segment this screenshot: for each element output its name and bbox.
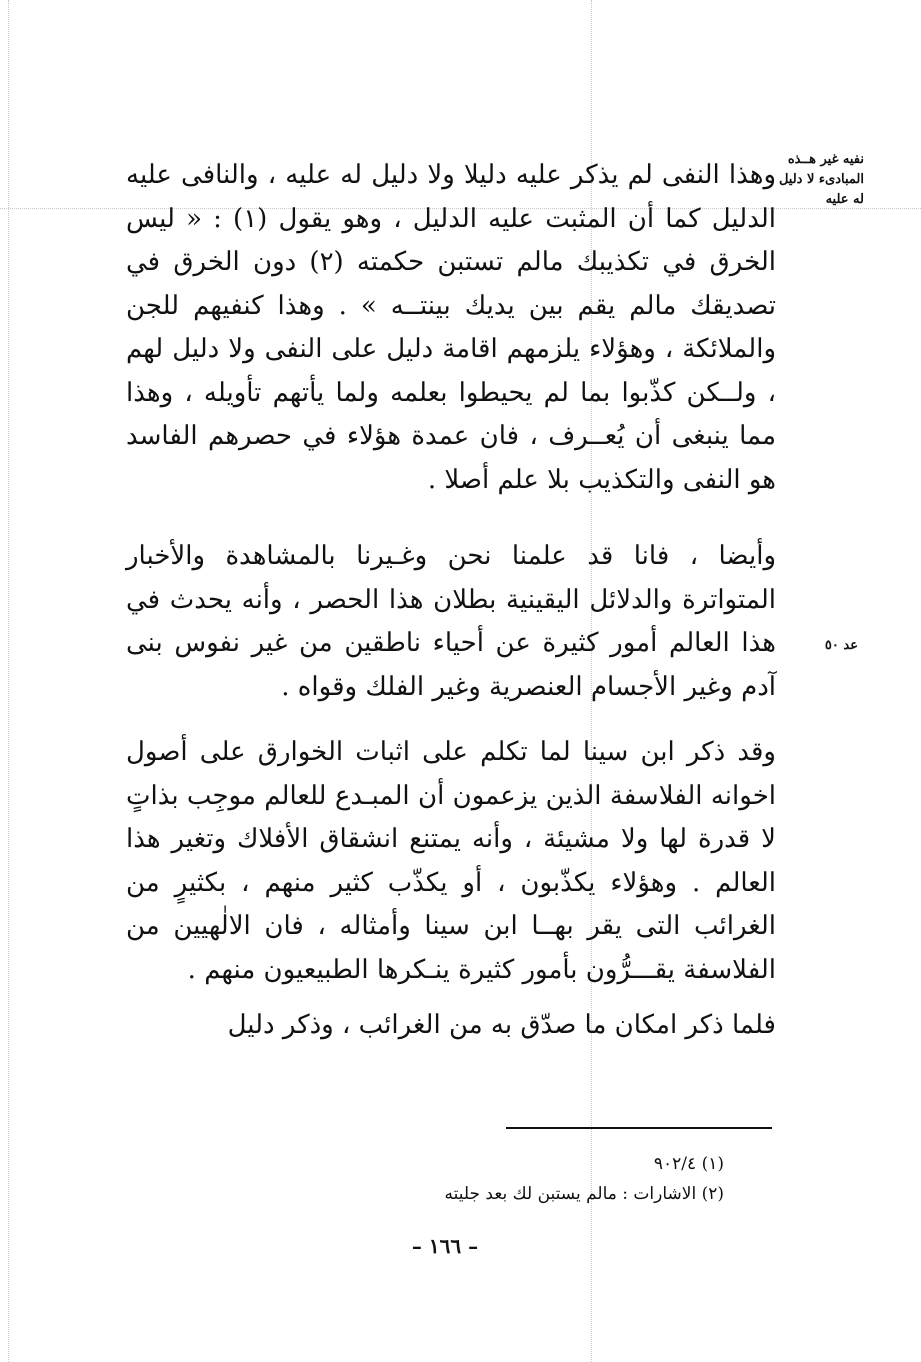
margin-note-line: المبادىء لا دليل: [778, 172, 864, 187]
page-number: – ١٦٦ –: [411, 1234, 479, 1258]
margin-note-line: له عليه: [825, 192, 864, 207]
scan-guide-line: [8, 0, 9, 1362]
footnote-rule: [506, 1127, 772, 1129]
paragraph: فلما ذكر امكان ما صدّق به من الغرائب ، وذكر دليل: [227, 1010, 776, 1040]
paragraph: وأيضا ، فانا قد علمنا نحن وغـيرنا بالمشاهدة والأخبار المتواترة والدلائل اليقينية بطلان هذا الحصر ، وأنه يحدث في هذا العالم أمور كثيرة عن أحياء ناطقين من غير نفوس بنى آدم وغير الأجسام العنصرية وغير الفلك وقواه .: [126, 541, 776, 702]
paragraph: وهذا النفى لم يذكر عليه دليلا ولا دليل له عليه ، والنافى عليه الدليل كما أن المثبت عليه الدليل ، وهو يقول (١) : « ليس الخرق في تكذيبك مالم تستبن حكمته (٢) دون الخرق في تصديقك مالم يقم بين يديك بينتــه » . وهذا كنفيهم للجن والملائكة ، وهؤلاء يلزمهم اقامة دليل على النفى ولا دليل لهم ، ولــكن كذّبوا بما لم يحيطوا بعلمه ولما يأتهم تأويله ، وهذا مما ينبغى أن يُعــرف ، فان عمدة هؤلاء في حصرهم الفاسد هو النفى والتكذيب بلا علم أصلا .: [126, 160, 777, 495]
margin-note: [806, 636, 858, 656]
margin-note-line: عد ٥٠: [824, 638, 858, 653]
margin-note: [778, 150, 864, 210]
paragraph: وقد ذكر ابن سينا لما تكلم على اثبات الخوارق على أصول اخوانه الفلاسفة الذين يزعمون أن المبـدع للعالم موجِب بذاتٍ لا قدرة لها ولا مشيئة ، وأنه يمتنع انشقاق الأفلاك وتغير هذا العالم . وهؤلاء يكذّبون ، أو يكذّب كثير منهم ، بكثيرٍ من الغرائب التى يقر بهــا ابن سينا وأمثاله ، فان الالٰهيين من الفلاسفة يقـــرُّون بأمور كثيرة ينـكرها الطبيعيون منهم .: [126, 737, 776, 985]
margin-note-line: نفيه غير هــذه: [787, 152, 864, 167]
footnote: (٢) الاشارات : مالم يستبن لك بعد جليته: [444, 1184, 724, 1204]
footnote: (١) ٩٠٢/٤: [653, 1154, 724, 1174]
body-text: [126, 154, 776, 1048]
